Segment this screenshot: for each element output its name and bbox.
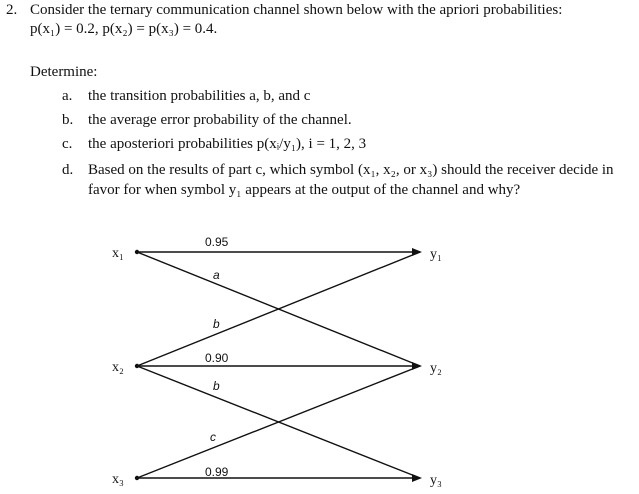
task-text: Based on the results of part c, which symbol (x₁, x₂, or x₃) should the receiver decide in (88, 162, 614, 178)
output-y2-label: y₂ (430, 361, 442, 376)
label-x2-y1: b (213, 317, 220, 331)
label-x2-y3: b (213, 379, 220, 393)
determine-heading: Determine: (30, 64, 98, 80)
apriori-probabilities: p(x₁) = 0.2, p(x₂) = p(x₃) = 0.4. (30, 21, 218, 37)
node-x1 (135, 250, 139, 254)
label-x2-y2: 0.90 (205, 351, 229, 365)
task-text: favor for when symbol y₁ appears at the output of the channel and why? (88, 182, 521, 198)
problem-statement-line1: Consider the ternary communication channel shown below with the apriori probabilities: (30, 2, 563, 18)
arrow-y1 (412, 248, 422, 256)
input-x1-label: x₁ (112, 246, 124, 261)
problem-number: 2. (6, 2, 18, 18)
arrow-y3 (412, 474, 422, 482)
arrow-y2 (412, 362, 422, 370)
task-text: the aposteriori probabilities p(xᵢ/y₁), i = 1, 2, 3 (88, 136, 367, 152)
input-x2-label: x₂ (112, 360, 124, 375)
label-x1-y2: a (213, 268, 220, 282)
task-text: the average error probability of the channel. (88, 112, 352, 128)
task-label: d. (62, 162, 74, 178)
node-x2 (135, 364, 139, 368)
task-label: c. (62, 136, 73, 152)
output-y3-label: y₃ (430, 473, 442, 488)
input-x3-label: x₃ (112, 472, 124, 487)
task-label: a. (62, 88, 73, 104)
label-x3-y2: c (210, 430, 216, 444)
task-text: the transition probabilities a, b, and c (88, 88, 311, 104)
label-x1-y1: 0.95 (205, 235, 229, 249)
node-x3 (135, 476, 139, 480)
label-x3-y3: 0.99 (205, 465, 229, 479)
output-y1-label: y₁ (430, 247, 442, 262)
task-label: b. (62, 112, 74, 128)
